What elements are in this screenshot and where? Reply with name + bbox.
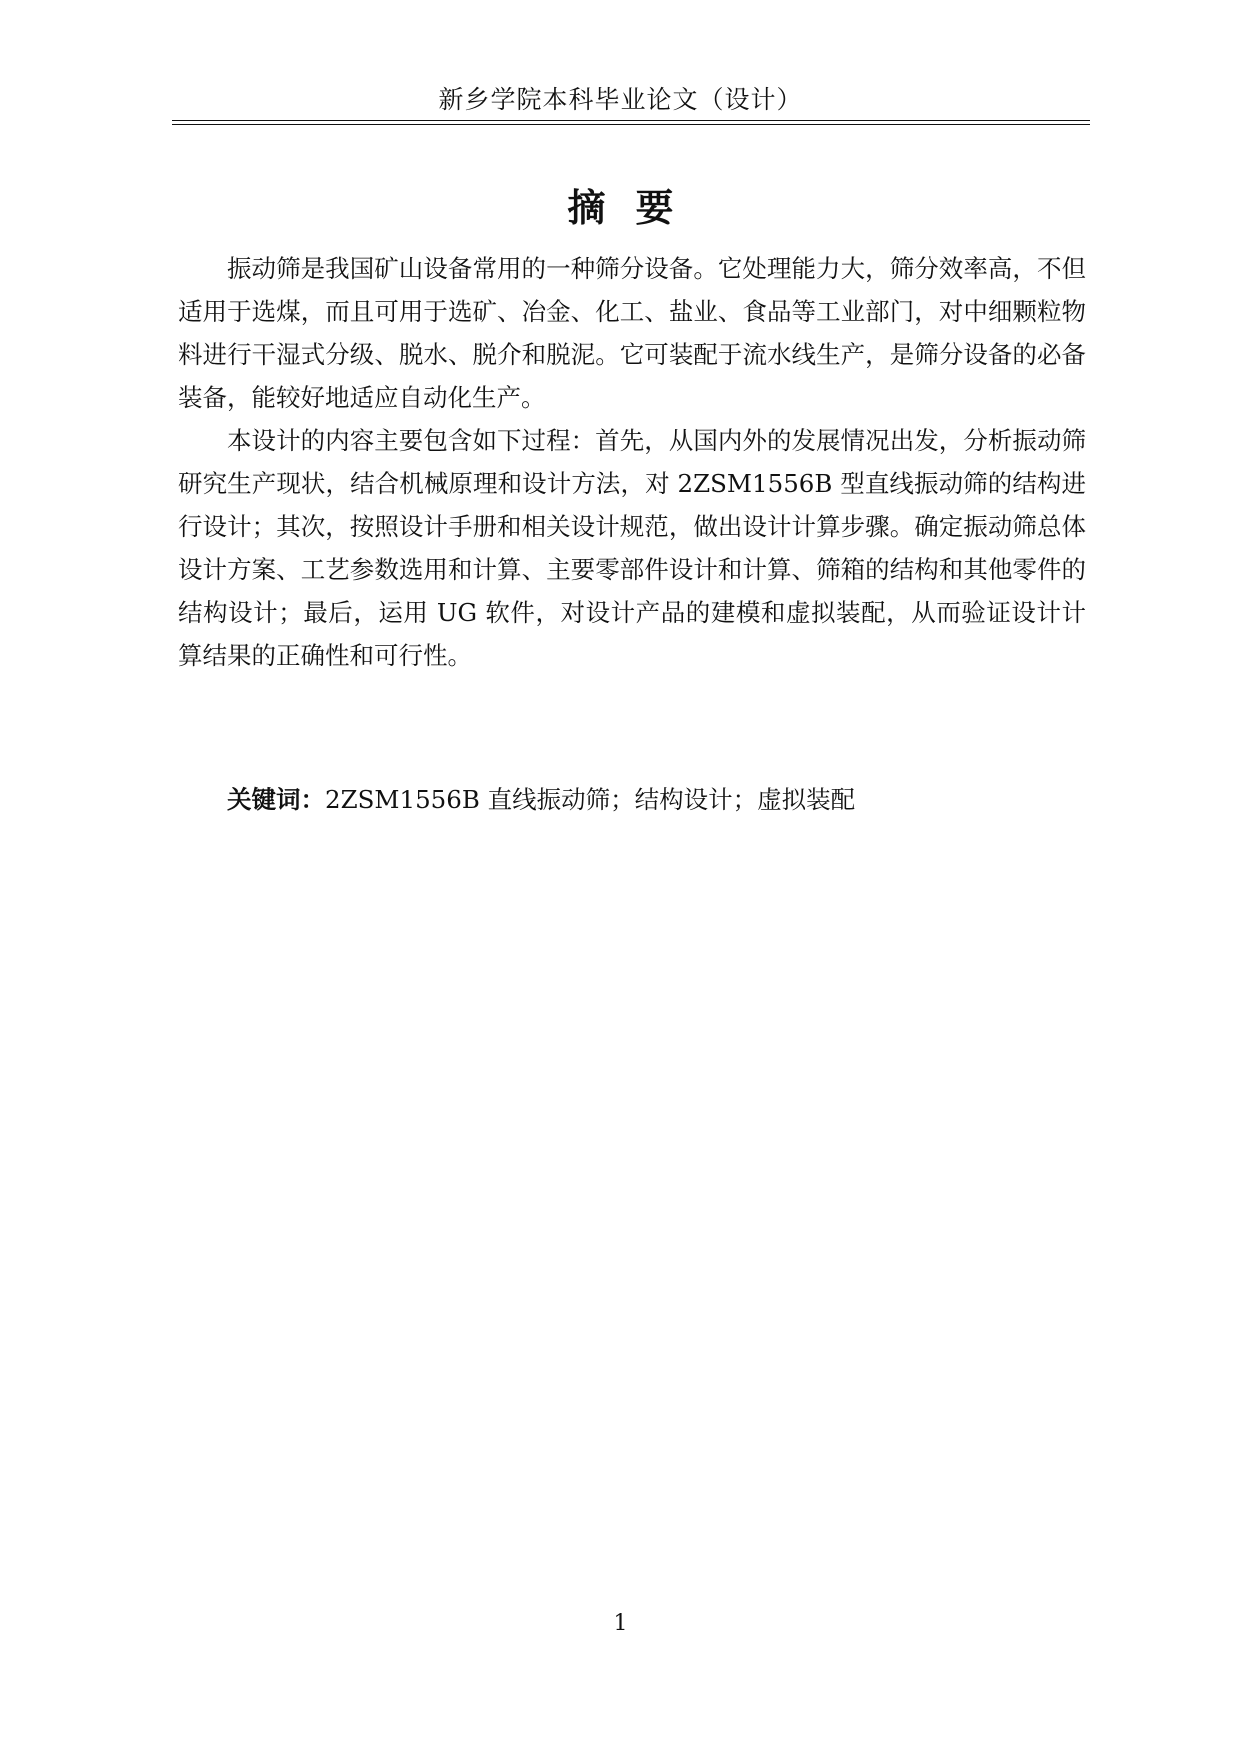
abstract-body — [178, 247, 1086, 677]
abstract-paragraph-2: 本设计的内容主要包含如下过程：首先，从国内外的发展情况出发，分析振动筛研究生产现状，结合机械原理和设计方法，对 2ZSM1556B 型直线振动筛的结构进行设计；其次，按照设计手册和相关设计规范，做出设计计算步骤。确定振动筛总体设计方案、工艺参数选用和计算、主要零部件设计和计算、筛箱的结构和其他零件的结构设计；最后，运用 UG 软件，对设计产品的建模和虚拟装配，从而验证设计计算结果的正确性和可行性。 — [178, 426, 1086, 670]
abstract-title: 摘要 — [567, 186, 704, 230]
keywords-value: 2ZSM1556B 直线振动筛；结构设计；虚拟装配 — [325, 785, 856, 814]
abstract-paragraph-1: 振动筛是我国矿山设备常用的一种筛分设备。它处理能力大，筛分效率高，不但适用于选煤，而且可用于选矿、冶金、化工、盐业、食品等工业部门，对中细颗粒物料进行干湿式分级、脱水、脱介和脱泥。它可装配于流水线生产，是筛分设备的必备装备，能较好地适应自动化生产。 — [178, 254, 1086, 412]
page-number: 1 — [613, 1611, 628, 1636]
header-double-rule — [172, 120, 1090, 125]
keywords-label: 关键词： — [227, 785, 325, 814]
running-header: 新乡学院本科毕业论文（设计） — [438, 85, 803, 114]
keywords-line — [178, 780, 1086, 820]
